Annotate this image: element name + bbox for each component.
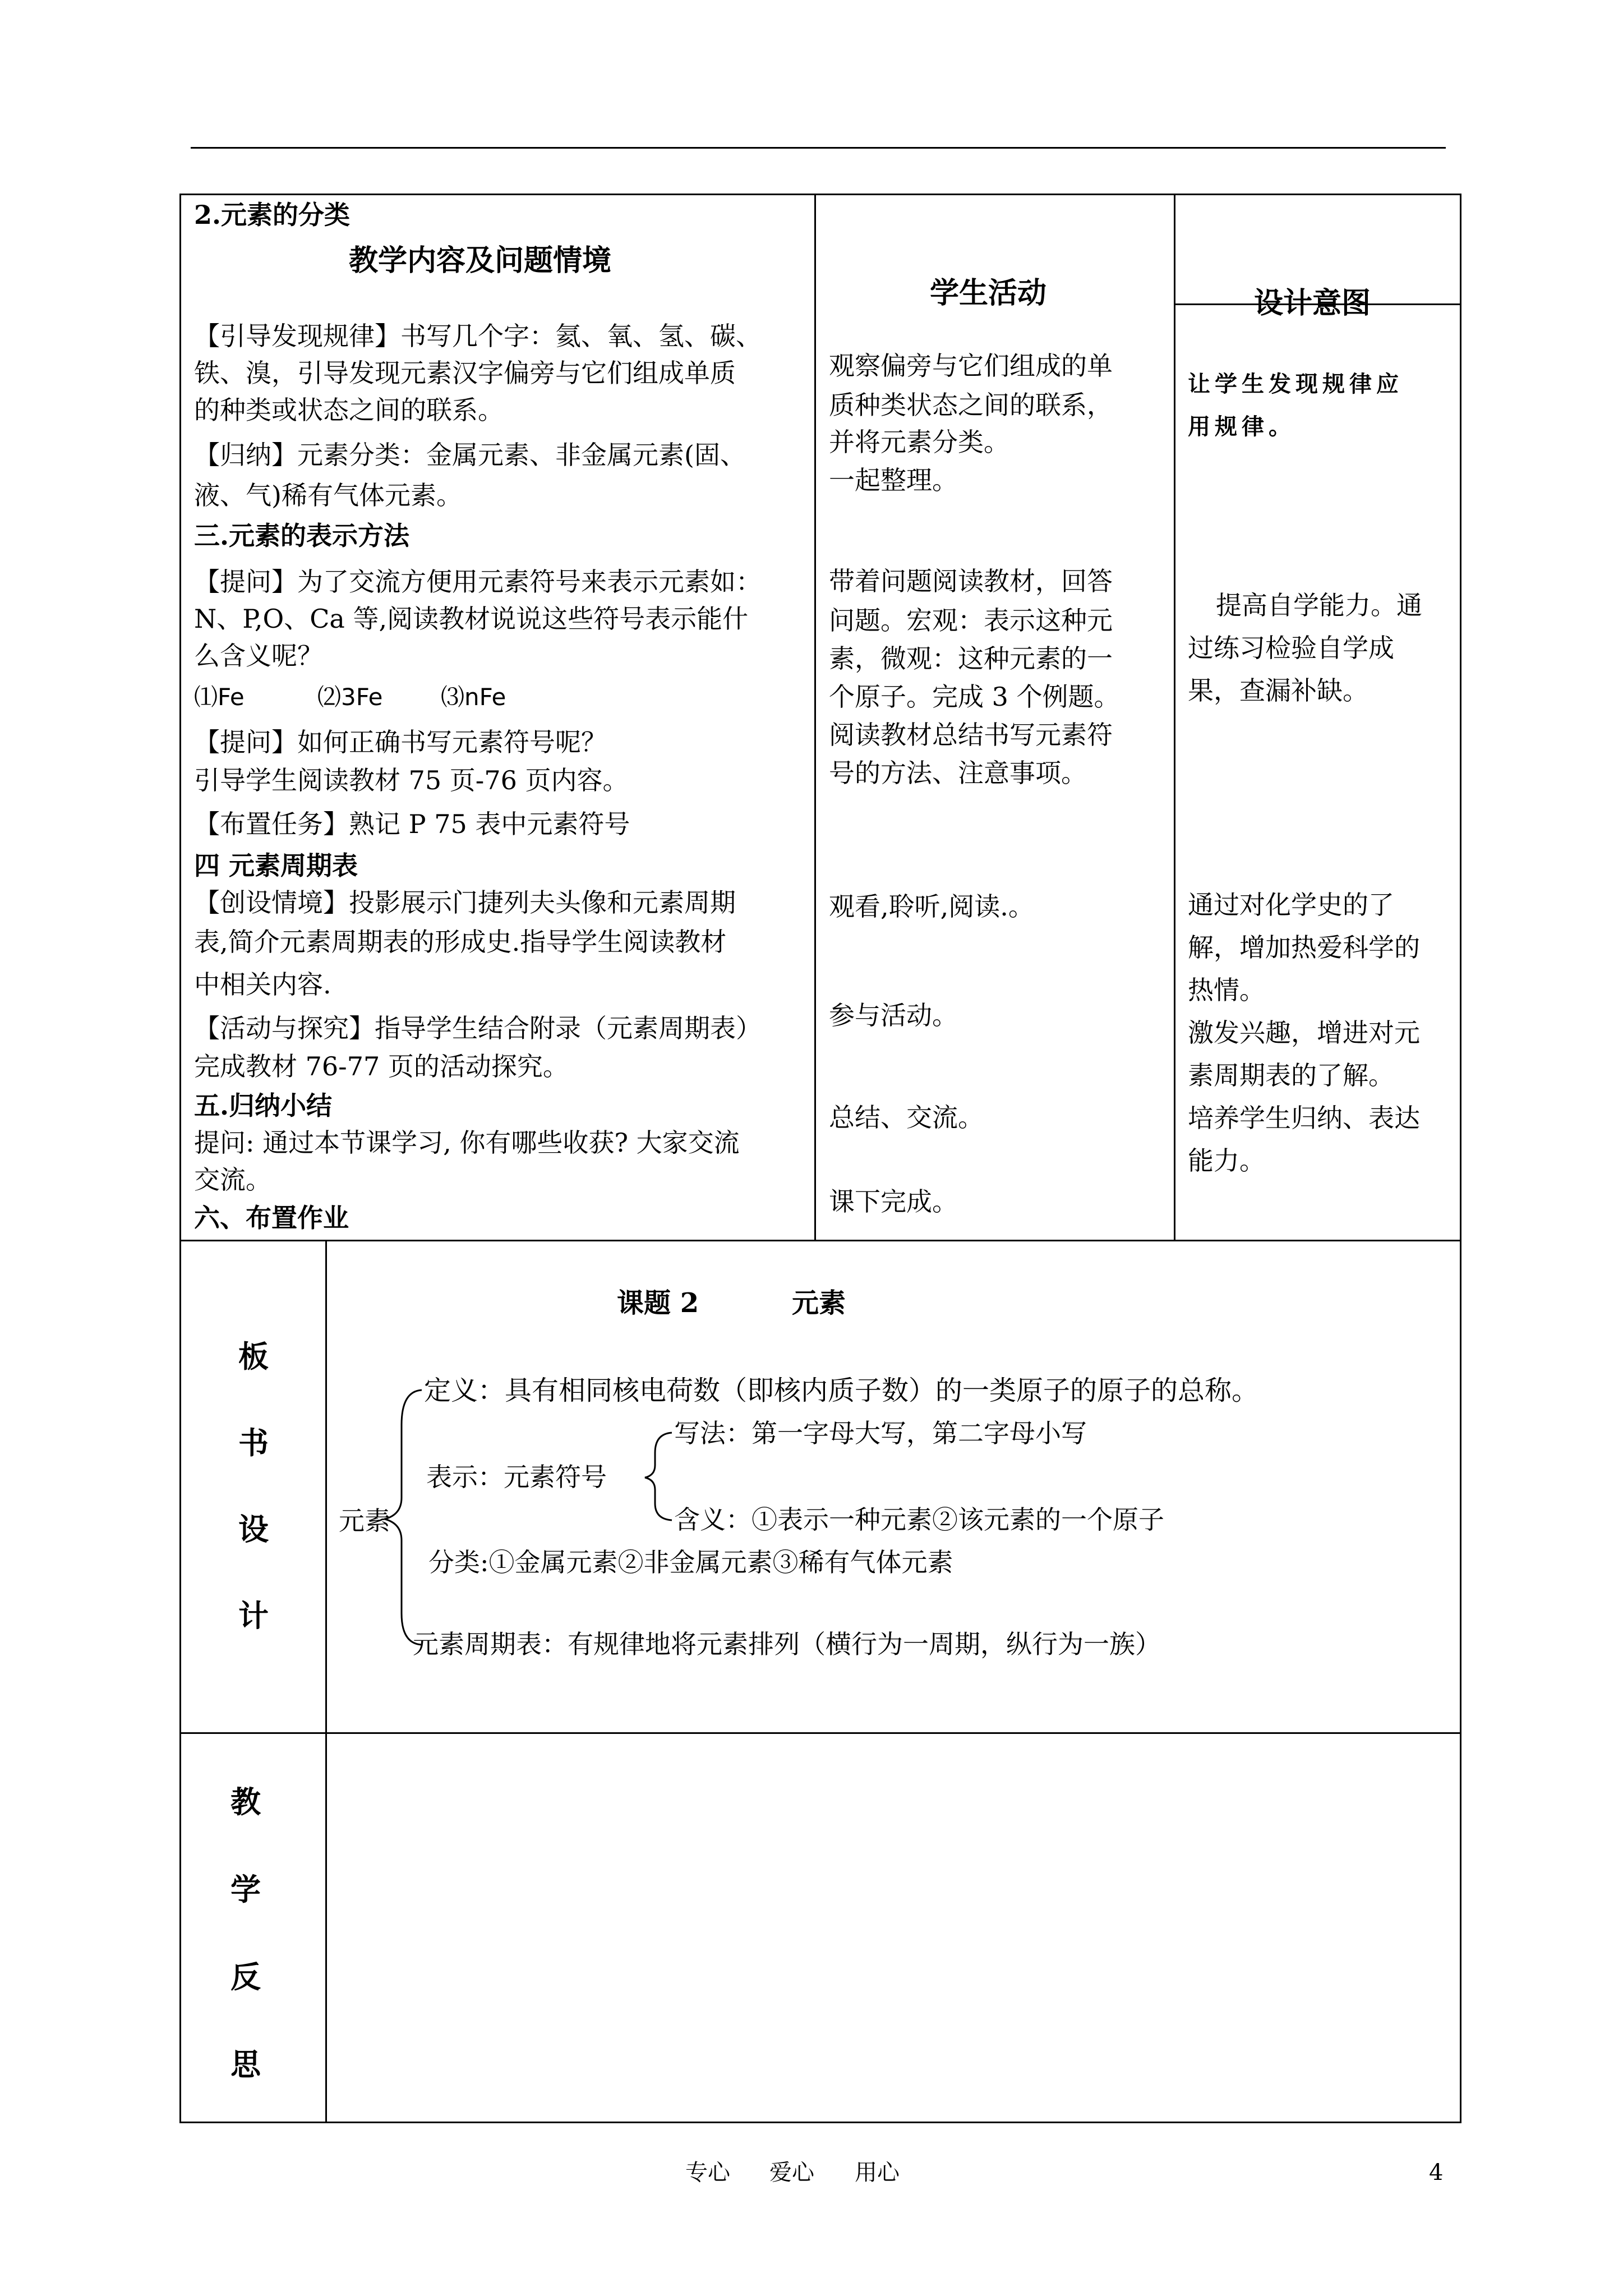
content-line: 表,简介元素周期表的形成史.指导学生阅读教材 [194,927,727,957]
content-line: 【归纳】元素分类：金属元素、非金属元素(固、 [194,440,746,470]
student-activity-line: 问题。宏观：表示这种元 [829,605,1113,636]
footer-motto-2: 爱心 [769,2160,814,2185]
section-heading: 2.元素的分类 [194,200,351,230]
student-activity-line: 素，微观：这种元素的一 [829,643,1113,674]
reflection-label-char: 教 [230,1784,261,1820]
content-line: 【提问】为了交流方便用元素符号来表示元素如： [194,567,762,597]
section-heading-3: 三.元素的表示方法 [194,521,410,551]
content-line: 【活动与探究】指导学生结合附录（元素周期表） [194,1013,762,1043]
section-heading-4: 四 元素周期表 [194,850,358,881]
student-activity-line: 质种类状态之间的联系， [829,390,1113,420]
design-intent-line: 果，查漏补缺。 [1188,675,1368,706]
content-line: 完成教材 76-77 页的活动探究。 [194,1051,569,1082]
page-number: 4 [1429,2160,1444,2185]
section-heading-5: 五.归纳小结 [194,1091,333,1121]
content-line: 液、气)稀有气体元素。 [194,480,462,510]
header-content: 教学内容及问题情境 [349,243,612,278]
student-activity-line: 一起整理。 [829,465,958,495]
section-heading-6: 六、布置作业 [194,1203,349,1233]
design-intent-line: 通过对化学史的了 [1188,890,1394,920]
board-label-char: 计 [238,1598,269,1634]
content-line: 提问: 通过本节课学习, 你有哪些收获? 大家交流 [194,1128,740,1158]
board-label-char: 设 [238,1511,269,1547]
board-periodic-table: 元素周期表：有规律地将元素排列（横行为一周期，纵行为一族） [413,1629,1161,1659]
design-intent-line: 用规律。 [1188,413,1295,440]
example-1: ⑴Fe [194,683,245,711]
content-line: 中相关内容. [194,969,331,1000]
reflection-label-char: 学 [230,1871,261,1907]
reflection-label-char: 反 [230,1959,261,1995]
design-intent-line: 能力。 [1188,1145,1265,1176]
content-line: 【提问】如何正确书写元素符号呢？ [194,727,607,757]
example-2: ⑵3Fe [317,683,383,711]
design-intent-line: 提高自学能力。通 [1216,590,1422,620]
student-activity-line: 参与活动。 [829,1000,958,1030]
board-classification: 分类:①金属元素②非金属元素③稀有气体元素 [428,1547,953,1577]
board-definition: 定义：具有相同核电荷数（即核内质子数）的一类原子的原子的总称。 [424,1375,1259,1406]
board-title-topic: 元素 [792,1287,846,1319]
student-activity-line: 观察偏旁与它们组成的单 [829,351,1113,381]
content-line: 引导学生阅读教材 75 页-76 页内容。 [194,765,629,795]
student-activity-line: 总结、交流。 [829,1102,984,1133]
design-intent-line: 热情。 [1188,975,1265,1005]
student-activity-line: 课下完成。 [829,1186,958,1217]
student-activity-line: 观看,聆听,阅读.。 [829,891,1034,922]
content-line: 铁、溴，引导发现元素汉字偏旁与它们组成单质 [194,358,736,388]
design-intent-line: 激发兴趣，增进对元 [1188,1018,1420,1048]
footer-motto-3: 用心 [855,2160,900,2185]
content-line: 么含义呢？ [194,641,323,671]
content-line: 【创设情境】投影展示门捷列夫头像和元素周期 [194,887,736,918]
footer-motto-1: 专心 [685,2160,730,2185]
example-3: ⑶nFe [441,683,506,711]
student-activity-line: 带着问题阅读教材，回答 [829,566,1113,596]
design-intent-line: 素周期表的了解。 [1188,1060,1394,1091]
main-brace [385,1390,422,1645]
board-representation: 表示：元素符号 [426,1462,607,1492]
content-line: 的种类或状态之间的联系。 [194,395,504,425]
content-line: 【引导发现规律】书写几个字：氦、氧、氢、碳、 [194,321,762,351]
board-root-element: 元素 [339,1506,390,1536]
board-label-char: 书 [238,1425,269,1461]
student-activity-line: 个原子。完成 3 个例题。 [829,682,1120,712]
student-activity-line: 号的方法、注意事项。 [829,758,1087,788]
design-intent-line: 培养学生归纳、表达 [1188,1103,1420,1133]
design-intent-line: 解，增加热爱科学的 [1188,932,1420,963]
header-student: 学生活动 [930,276,1047,310]
content-line: 【布置任务】熟记 P 75 表中元素符号 [194,809,630,839]
design-intent-line: 过练习检验自学成 [1188,633,1394,663]
board-label-char: 板 [238,1338,269,1374]
board-writing-rule: 写法：第一字母大写，第二字母小写 [674,1418,1087,1448]
design-intent-line: 让学生发现规律应 [1188,371,1403,397]
student-activity-line: 并将元素分类。 [829,427,1009,457]
reflection-label-char: 思 [230,2046,261,2082]
student-activity-line: 阅读教材总结书写元素符 [829,720,1113,750]
sub-brace [645,1433,672,1520]
content-line: N、P,O、Ca 等,阅读教材说说这些符号表示能什 [194,604,749,634]
board-meaning: 含义：①表示一种元素②该元素的一个原子 [674,1504,1164,1535]
board-title-lesson: 课题 2 [617,1287,699,1319]
content-line: 交流。 [194,1165,271,1195]
header-intent: 设计意图 [1254,286,1371,320]
